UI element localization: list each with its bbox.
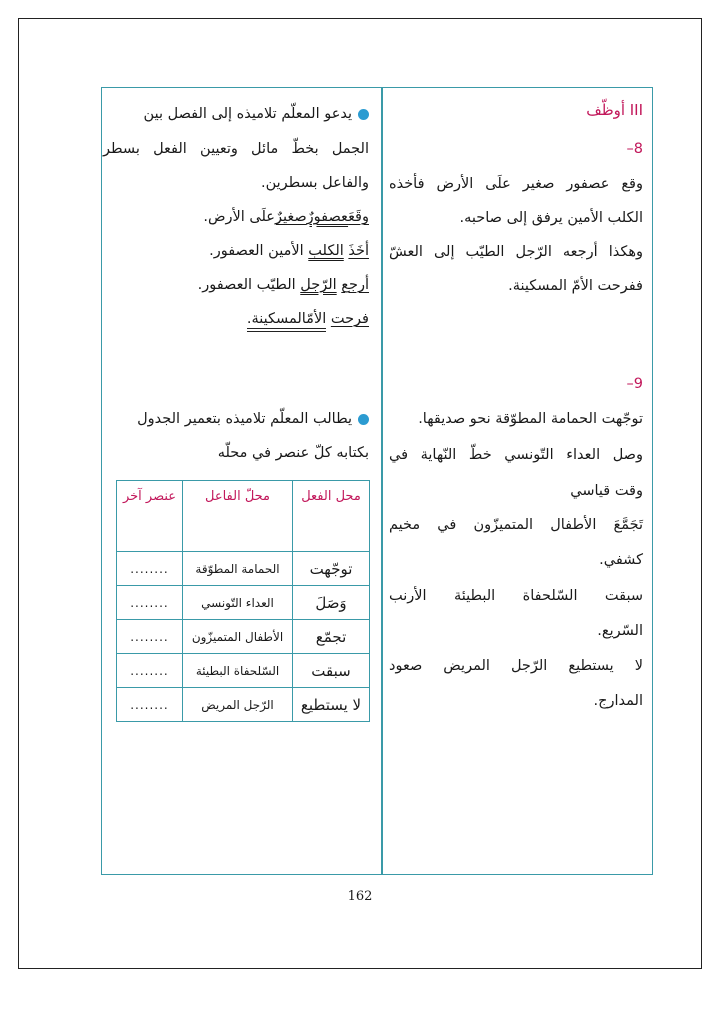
example-sentence-4 <box>247 312 369 327</box>
note-1-line <box>144 107 369 122</box>
cell-verb: لا يستطيع <box>293 688 370 722</box>
note-2-line <box>137 412 369 427</box>
cell-other: ........ <box>117 586 183 620</box>
cell-verb: تجمّع <box>293 620 370 654</box>
cell-other: ........ <box>117 654 183 688</box>
note-1-text: يدعو المعلّم تلاميذه إلى الفصل بين <box>143 106 352 122</box>
exercise-8-line: ففرحت الأمّ المسكينة. <box>508 278 643 294</box>
cell-other: ........ <box>117 688 183 722</box>
note-2-line: بكتابه كلّ عنصر في محلّه <box>217 445 369 461</box>
cell-subject: الأطفال المتميزّون <box>183 620 293 654</box>
subject-underlined: عصفورٌ <box>306 209 349 225</box>
sentence-rest: علَى الأرض. <box>203 209 275 225</box>
page-number: 162 <box>347 889 373 904</box>
verb-underlined: أرجع <box>341 277 369 293</box>
header-other: عنصر آخر <box>117 481 183 552</box>
exercise-9-number: 9– <box>626 376 643 392</box>
column-divider <box>381 87 383 875</box>
exercise-9-line: كشفي. <box>599 552 643 568</box>
exercise-9-line: سبقت السّلحفاة البطيئة الأرنب <box>389 588 643 604</box>
cell-subject: السّلحفاة البطيئة <box>183 654 293 688</box>
subject-underlined: الأمّ <box>306 311 326 332</box>
verb-underlined: وقَعَ <box>348 209 369 225</box>
cell-verb: وَصَلَ <box>293 586 370 620</box>
exercise-9-line: تَجَمَّعَ الأطفال المتميزّون في مخيم <box>389 517 643 533</box>
sentence-rest: الأمين العصفور. <box>209 243 304 259</box>
table-row <box>117 586 370 620</box>
header-subject: محلّ الفاعل <box>183 481 293 552</box>
table-row <box>117 688 370 722</box>
example-sentence-3 <box>198 278 369 293</box>
sentence-rest: الطيّب العصفور. <box>197 277 296 293</box>
exercise-8-line: الكلب الأمين يرفق إلى صاحبه. <box>459 210 643 226</box>
table-header-row <box>117 481 370 552</box>
example-sentence-1 <box>203 210 369 225</box>
cell-verb: سبقت <box>293 654 370 688</box>
exercise-9-line: السّريع. <box>597 623 643 639</box>
bullet-dot-icon <box>358 109 369 120</box>
verb-underlined: فرحت <box>330 311 369 327</box>
table-row <box>117 654 370 688</box>
note-2-text: يطالب المعلّم تلاميذه بتعمير الجدول <box>137 411 352 427</box>
sentence-rest: المسكينة. <box>247 311 306 332</box>
example-sentence-2 <box>209 244 369 259</box>
exercise-8-number: 8– <box>626 141 643 157</box>
cell-subject: العداء التّونسي <box>183 586 293 620</box>
adjective-text: صغيرٌ <box>274 209 307 225</box>
exercise-8-line: وقع عصفور صغير علَى الأرض فأخذه <box>389 176 643 192</box>
subject-underlined: الرّجل <box>300 277 337 293</box>
header-verb: محل الفعل <box>293 481 370 552</box>
cell-other: ........ <box>117 620 183 654</box>
analysis-table <box>116 480 370 722</box>
section-title: أوظّف <box>586 101 626 119</box>
exercise-8-line: وهكذا أرجعه الرّجل الطيّب إلى العشّ <box>389 244 643 260</box>
table-row <box>117 552 370 586</box>
section-heading <box>586 103 643 119</box>
verb-underlined: أخَذَ <box>348 243 369 259</box>
bullet-dot-icon <box>358 414 369 425</box>
exercise-9-line: وقت قياسي <box>570 483 643 499</box>
exercise-9-line: وصل العداء التّونسي خطّ النّهاية في <box>389 447 643 463</box>
subject-underlined: الكلب <box>308 243 344 259</box>
exercise-9-line: لا يستطيع الرّجل المريض صعود <box>389 658 643 674</box>
note-1-line: الجمل بخطّ مائل وتعيين الفعل بسطر <box>103 141 369 157</box>
note-1-line: والفاعل بسطرين. <box>261 175 369 191</box>
table-row <box>117 620 370 654</box>
section-roman-numeral: III <box>629 101 643 119</box>
cell-other: ........ <box>117 552 183 586</box>
cell-verb: توجّهت <box>293 552 370 586</box>
exercise-9-line: المدارج. <box>593 693 643 709</box>
cell-subject: الحمامة المطوّقة <box>183 552 293 586</box>
cell-subject: الرّجل المريض <box>183 688 293 722</box>
exercise-9-line: توجّهت الحمامة المطوّقة نحو صديقها. <box>418 411 643 427</box>
